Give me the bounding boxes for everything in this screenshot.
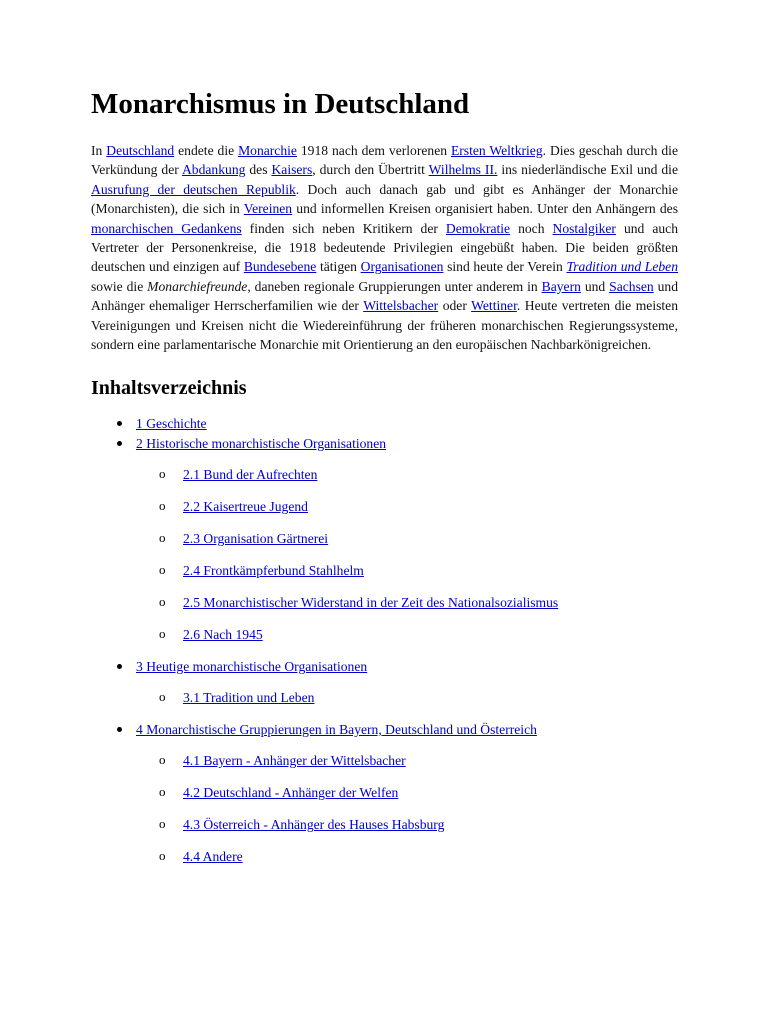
text-run: . Heute vertreten die meisten Vereinigungen und Kreisen nicht die Wiedereinführung der früheren monarchischen Regierungssysteme, sondern eine parlamentarische Monarchie mit Orientierung an den europäischen Nachbarkönigreichen. (91, 298, 678, 353)
toc-link-2-1-bund-der-aufrechten[interactable]: 2.1 Bund der Aufrechten (183, 467, 318, 483)
link-bundesebene[interactable]: Bundesebene (243, 259, 317, 275)
toc-link-2-3-organisation-gaertnerei[interactable]: 2.3 Organisation Gärtnerei (183, 531, 329, 547)
toc-heading: Inhaltsverzeichnis (91, 377, 247, 400)
toc-link-2-4-frontkaempferbund-stahlhelm[interactable]: 2.4 Frontkämpferbund Stahlhelm (183, 563, 364, 579)
toc-item (91, 720, 678, 867)
toc-link-4-monarchistische-gruppierungen-in-bayern-deutschland-und-oesterreich[interactable]: 4 Monarchistische Gruppierungen in Bayern, Deutschland und Österreich (136, 721, 537, 737)
text-run: und Anhänger ehemaliger Herrscherfamilien wie der (91, 278, 678, 314)
table-of-contents (91, 414, 678, 867)
toc-subitem (136, 815, 678, 835)
link-organisationen[interactable]: Organisationen (360, 259, 444, 275)
text-run: und informellen Kreisen organisiert haben. Unter den Anhängern des (292, 201, 678, 217)
toc-subitem (136, 561, 678, 581)
toc-link-1-geschichte[interactable]: 1 Geschichte (136, 416, 207, 432)
link-kaisers[interactable]: Kaisers (271, 162, 313, 178)
toc-subitem (136, 751, 678, 771)
text-run: , daneben regionale Gruppierungen unter anderem in (247, 278, 542, 294)
text-run: tätigen (316, 259, 361, 275)
italic-text: Monarchiefreunde (147, 278, 248, 294)
toc-subitem (136, 688, 678, 708)
link-tradition-und-leben[interactable]: Tradition und Leben (566, 259, 679, 275)
toc-link-3-1-tradition-und-leben[interactable]: 3.1 Tradition und Leben (183, 690, 315, 706)
toc-link-2-5-monarchistischer-widerstand-in-der-zeit-des-nationalsozialismus[interactable]: 2.5 Monarchistischer Widerstand in der Zeit des Nationalsozialismus (183, 595, 559, 611)
text-run: endete die (174, 143, 239, 158)
link-ausrufung-der-deutschen-republik[interactable]: Ausrufung der deutschen Republik (91, 181, 296, 197)
link-wittelsbacher[interactable]: Wittelsbacher (363, 298, 439, 314)
text-run: . Doch auch danach gab und gibt es Anhänger der Monarchie (Monarchisten), die sich in (91, 181, 678, 217)
link-abdankung[interactable]: Abdankung (181, 162, 246, 178)
toc-subitem (136, 625, 678, 645)
text-run: und (580, 278, 610, 294)
link-wilhelms-ii[interactable]: Wilhelms II. (428, 162, 498, 178)
link-bayern[interactable]: Bayern (541, 278, 581, 294)
toc-subitem (136, 783, 678, 803)
link-wettiner[interactable]: Wettiner (471, 298, 517, 314)
text-run: sind heute der Verein (443, 259, 567, 275)
link-deutschland[interactable]: Deutschland (106, 143, 175, 158)
toc-link-3-heutige-monarchistische-organisationen[interactable]: 3 Heutige monarchistische Organisationen (136, 658, 368, 674)
toc-subitem (136, 529, 678, 549)
toc-subitem (136, 593, 678, 613)
intro-paragraph (91, 141, 678, 354)
toc-link-2-6-nach-1945[interactable]: 2.6 Nach 1945 (183, 627, 263, 643)
toc-link-4-1-bayern-anhaenger-der-wittelsbacher[interactable]: 4.1 Bayern - Anhänger der Wittelsbacher (183, 753, 406, 769)
link-demokratie[interactable]: Demokratie (445, 220, 511, 236)
text-run: . Dies geschah durch die Verkündung der (91, 143, 678, 178)
text-run: noch (510, 220, 553, 236)
toc-link-4-2-deutschland-anhaenger-der-welfen[interactable]: 4.2 Deutschland - Anhänger der Welfen (183, 785, 399, 801)
text-run: oder (438, 298, 472, 314)
toc-item (91, 414, 678, 434)
page-title: Monarchismus in Deutschland (91, 88, 470, 120)
text-run: ins niederländische Exil und die (497, 162, 678, 178)
text-run: In (91, 143, 107, 158)
text-run: sowie die (91, 278, 148, 294)
toc-link-4-3-oesterreich-anhaenger-des-hauses-habsburg[interactable]: 4.3 Österreich - Anhänger des Hauses Habsburg (183, 817, 445, 833)
text-run: des (245, 162, 272, 178)
toc-link-4-4-andere[interactable]: 4.4 Andere (183, 849, 243, 865)
text-run: und auch Vertreter der Personenkreise, die 1918 bedeutende Privilegien eingebüßt haben. Die beiden größten deutschen und einzigen auf (91, 220, 678, 275)
toc-sublist (136, 751, 678, 867)
text-run: , durch den Übertritt (312, 162, 429, 178)
link-monarchie[interactable]: Monarchie (238, 143, 297, 158)
text-run: 1918 nach dem verlorenen (296, 143, 451, 158)
toc-link-2-2-kaisertreue-jugend[interactable]: 2.2 Kaisertreue Jugend (183, 499, 308, 515)
link-vereinen[interactable]: Vereinen (243, 201, 293, 217)
toc-item (91, 434, 678, 645)
text-run: finden sich neben Kritikern der (241, 220, 446, 236)
toc-subitem (136, 497, 678, 517)
toc-link-2-historische-monarchistische-organisationen[interactable]: 2 Historische monarchistische Organisationen (136, 435, 387, 451)
link-monarchischen-gedankens[interactable]: monarchischen Gedankens (91, 220, 242, 236)
link-ersten-weltkrieg[interactable]: Ersten Weltkrieg (450, 143, 543, 158)
link-nostalgiker[interactable]: Nostalgiker (552, 220, 616, 236)
toc-item (91, 657, 678, 708)
toc-subitem (136, 465, 678, 485)
toc-sublist (136, 465, 678, 645)
toc-subitem (136, 847, 678, 867)
link-sachsen[interactable]: Sachsen (609, 278, 654, 294)
toc-sublist (136, 688, 678, 708)
